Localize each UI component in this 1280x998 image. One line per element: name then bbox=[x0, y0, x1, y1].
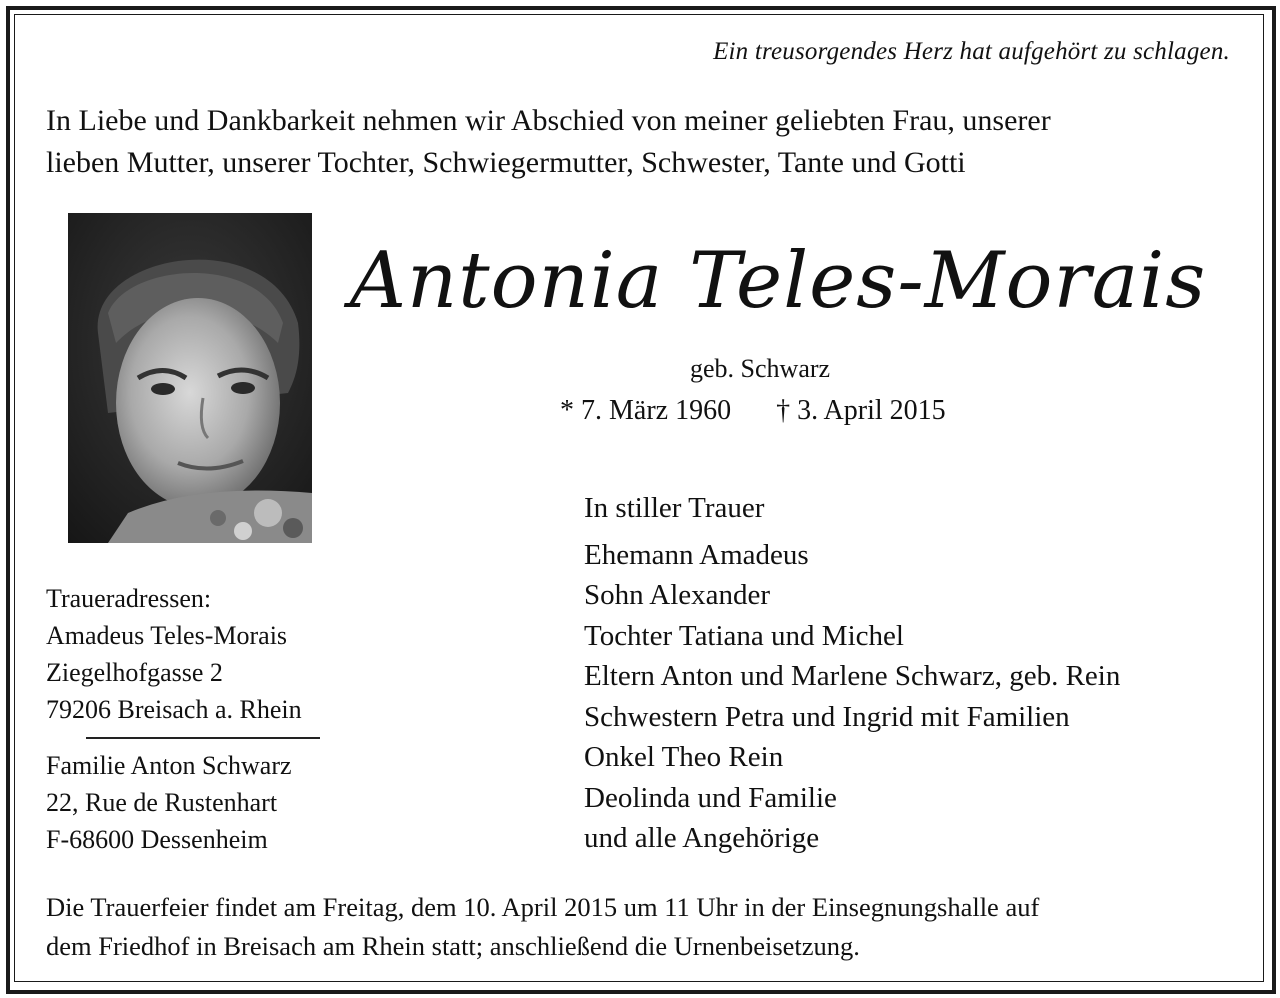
address-divider bbox=[86, 737, 320, 739]
death-date: † 3. April 2015 bbox=[776, 395, 946, 426]
mourner-item: Schwestern Petra und Ingrid mit Familien bbox=[584, 700, 1070, 733]
maiden-name: geb. Schwarz bbox=[690, 354, 831, 383]
portrait-image bbox=[68, 213, 312, 543]
address-line: Amadeus Teles-Morais bbox=[46, 621, 288, 650]
address-block-2 bbox=[46, 747, 292, 858]
mourner-item: Onkel Theo Rein bbox=[584, 741, 784, 773]
ceremony-line-2: dem Friedhof in Breisach am Rhein statt; anschließend die Urnenbeisetzung. bbox=[46, 931, 860, 961]
address-line: 79206 Breisach a. Rhein bbox=[46, 695, 302, 724]
mourners-heading: In stiller Trauer bbox=[584, 492, 765, 524]
addresses-heading: Traueradressen: bbox=[46, 584, 212, 613]
motto: Ein treusorgendes Herz hat aufgehört zu schlagen. bbox=[713, 38, 1230, 65]
address-line: F-68600 Dessenheim bbox=[46, 825, 268, 854]
mourner-item: Tochter Tatiana und Michel bbox=[584, 619, 904, 652]
portrait-photo bbox=[68, 213, 312, 543]
ceremony-line-1: Die Trauerfeier findet am Freitag, dem 10. April 2015 um 11 Uhr in der Einsegnungshalle auf bbox=[46, 892, 1040, 922]
mourner-item: Ehemann Amadeus bbox=[584, 538, 809, 571]
mourner-item: und alle Angehörige bbox=[584, 822, 820, 854]
address-line: 22, Rue de Rustenhart bbox=[46, 788, 278, 817]
deceased-name: Antonia Teles-Morais bbox=[349, 236, 1207, 326]
mourner-item: Eltern Anton und Marlene Schwarz, geb. Rein bbox=[584, 660, 1121, 692]
ceremony-notice bbox=[46, 888, 1039, 966]
mourner-item: Sohn Alexander bbox=[584, 579, 771, 611]
address-line: Familie Anton Schwarz bbox=[46, 751, 292, 780]
address-line: Ziegelhofgasse 2 bbox=[46, 658, 223, 687]
life-dates bbox=[560, 395, 946, 427]
intro-line-2: lieben Mutter, unserer Tochter, Schwiegermutter, Schwester, Tante und Gotti bbox=[46, 146, 966, 179]
mourners-list bbox=[584, 488, 1120, 859]
intro-text bbox=[46, 100, 1246, 184]
intro-line-1: In Liebe und Dankbarkeit nehmen wir Abschied von meiner geliebten Frau, unserer bbox=[46, 104, 1051, 137]
birth-date: * 7. März 1960 bbox=[560, 395, 732, 426]
mourner-item: Deolinda und Familie bbox=[584, 781, 837, 814]
address-block-1 bbox=[46, 617, 302, 728]
